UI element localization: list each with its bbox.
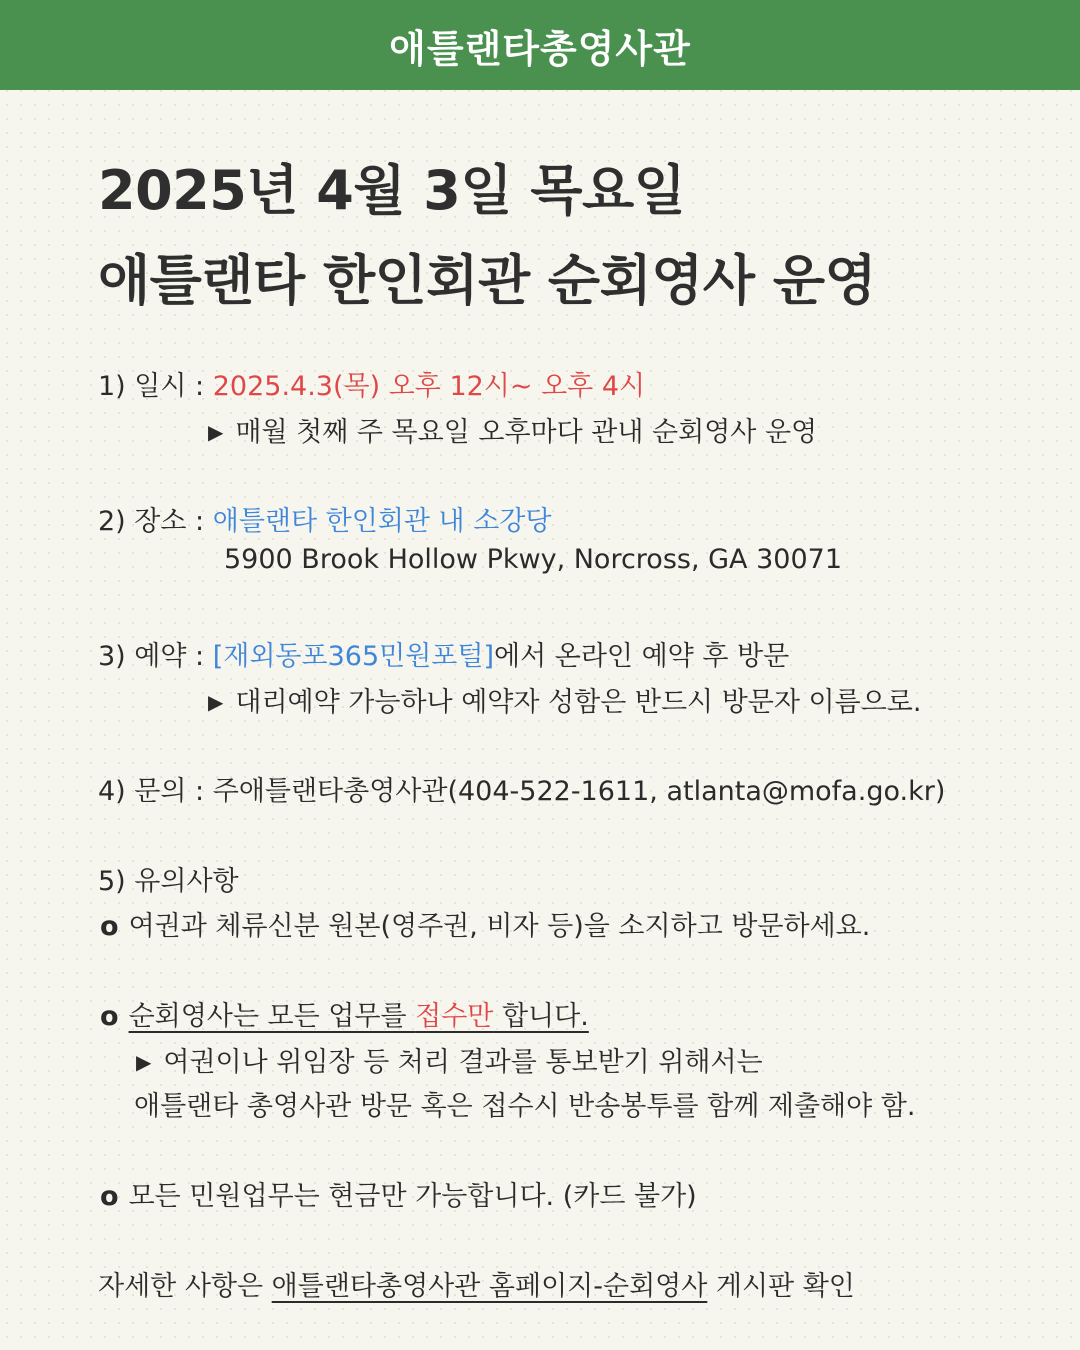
notes-bullet-3 — [100, 1174, 697, 1213]
place-value: 애틀랜타 한인회관 내 소강당 — [212, 506, 552, 537]
inquiry-row — [98, 769, 945, 808]
arrow-icon: ▶ — [208, 690, 224, 714]
header-title: 애틀랜타총영사관 — [389, 26, 691, 71]
notes-bullet-2-note-line1 — [136, 1040, 763, 1079]
notes-bullet-2-note-line1-text: 여권이나 위임장 등 처리 결과를 통보받기 위해서는 — [163, 1047, 763, 1078]
arrow-icon: ▶ — [136, 1050, 152, 1074]
datetime-value: 2025.4.3(목) 오후 12시~ 오후 4시 — [212, 371, 646, 402]
notes-bullet-1-text: 여권과 체류신분 원본(영주권, 비자 등)을 소지하고 방문하세요. — [128, 911, 871, 942]
notes-bullet-3-text: 모든 민원업무는 현금만 가능합니다. (카드 불가) — [128, 1181, 697, 1212]
footer-row — [98, 1264, 855, 1303]
reservation-note-text: 대리예약 가능하나 예약자 성함은 반드시 방문자 이름으로. — [235, 687, 922, 718]
notes-bullet-2-note-line2: 애틀랜타 총영사관 방문 혹은 접수시 반송봉투를 함께 제출해야 함. — [134, 1091, 916, 1122]
page-title-line2: 애틀랜타 한인회관 순회영사 운영 — [98, 249, 877, 312]
datetime-label: 1) 일시 : — [98, 371, 213, 402]
datetime-row — [98, 364, 645, 403]
bullet-icon: o — [100, 1181, 119, 1212]
notes-bullet-1 — [100, 904, 870, 943]
reservation-rest: 에서 온라인 예약 후 방문 — [494, 641, 790, 672]
arrow-icon: ▶ — [208, 420, 224, 444]
footer-post: 게시판 확인 — [707, 1271, 855, 1302]
datetime-note-text: 매월 첫째 주 목요일 오후마다 관내 순회영사 운영 — [235, 417, 818, 448]
inquiry-label: 4) 문의 : — [98, 776, 213, 807]
place-row — [98, 499, 551, 538]
reservation-row — [98, 634, 789, 673]
notes-bullet-2 — [100, 994, 589, 1033]
page-title-line1: 2025년 4월 3일 목요일 — [98, 159, 686, 222]
notes-bullet-2-highlight: 접수만 — [415, 1001, 494, 1032]
bullet-icon: o — [100, 911, 119, 942]
homepage-link[interactable]: 애틀랜타총영사관 홈페이지-순회영사 — [271, 1271, 708, 1302]
notes-heading: 5) 유의사항 — [98, 866, 239, 897]
inquiry-value: 주애틀랜타총영사관(404-522-1611, atlanta@mofa.go.kr) — [212, 776, 946, 807]
reservation-portal-link[interactable]: [재외동포365민원포털] — [212, 641, 494, 672]
notes-bullet-2-pre: 순회영사는 모든 업무를 — [128, 1001, 416, 1032]
footer-pre: 자세한 사항은 — [98, 1271, 272, 1302]
place-label: 2) 장소 : — [98, 506, 213, 537]
header-bar — [0, 0, 1080, 90]
bullet-icon: o — [100, 1001, 119, 1032]
notes-bullet-2-text — [129, 1001, 589, 1032]
reservation-label: 3) 예약 : — [98, 641, 213, 672]
notes-bullet-2-post: 합니다. — [493, 1001, 589, 1032]
place-address: 5900 Brook Hollow Pkwy, Norcross, GA 30071 — [224, 544, 842, 575]
reservation-note — [208, 680, 921, 719]
datetime-note — [208, 410, 817, 449]
